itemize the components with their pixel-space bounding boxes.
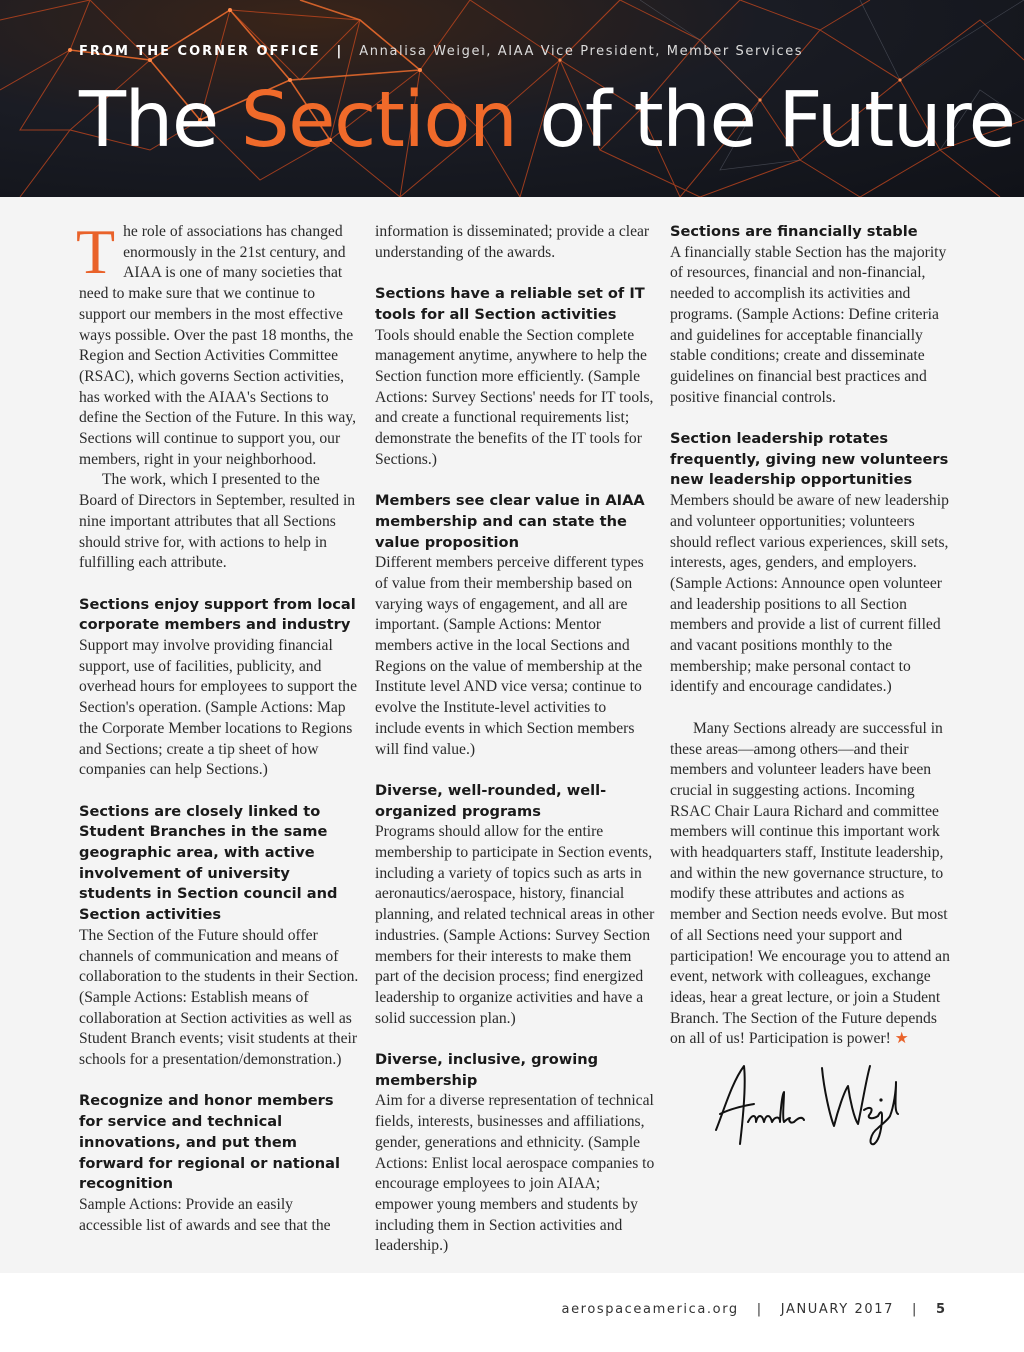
attribute-body-leadership: Members should be aware of new leadership and volunteer opportunities; volunteers should reflect various experiences, skill sets, interests, ages, genders, and employers. (Sample Actions: Announce open volunteer and leadership positions to all Section members and provide a list of current filled and vacant positions monthly to the membership; make personal contact to identify and encourage candidates.): [670, 492, 949, 696]
author-signature: [710, 1060, 950, 1157]
title-part-2: of the Future: [516, 76, 1015, 165]
attribute-heading-corporate: Sections enjoy support from local corporate members and industry: [79, 595, 356, 634]
author-byline: Annalisa Weigel, AIAA Vice President, Member Services: [359, 44, 804, 59]
attribute-heading-programs: Diverse, well-rounded, well-organized programs: [375, 781, 607, 820]
attribute-body-value: Different members perceive different types of value from their membership based on varying ways of engagement, and all are important. (Sample Actions: Mentor members active in the local Sections and Regions on the value of membership at the Institute level AND vice versa; continue to evolve the Institute-level activities to include events in which Section members will find value.): [375, 554, 644, 758]
attribute-body-recognition-continued: information is disseminated; provide a clear understanding of the awards.: [375, 223, 650, 261]
attribute-body-corporate: Support may involve providing financial support, use of facilities, publicity, and overhead hours for employees to support the Section's operation. (Sample Actions: Map the Corporate Member locations to Regions and Sections; create a tip sheet of how companies can help Sections.): [79, 637, 358, 779]
attribute-heading-financial: Sections are financially stable: [670, 223, 918, 240]
article-column-3: [670, 222, 950, 1157]
attribute-body-students: The Section of the Future should offer channels of communication and means of collaboration to the students in their Section. (Sample Actions: Establish means of collaboration at Section activities as well as Student Branch events; visit students at their schools for a presentation/demonstration.): [79, 926, 359, 1069]
footer-issue-date: JANUARY 2017: [780, 1302, 894, 1317]
attribute-heading-membership: Diverse, inclusive, growing membership: [375, 1051, 599, 1089]
kicker-separator: |: [336, 44, 344, 59]
closing-paragraph: [670, 719, 950, 1050]
article-column-2: [375, 222, 655, 1257]
title-accent-word: Section: [240, 76, 517, 165]
kicker-line: [79, 44, 803, 59]
end-star-icon: ★: [894, 1030, 909, 1048]
header-banner: [0, 0, 1024, 197]
drop-cap: T: [76, 216, 116, 287]
page-footer: [562, 1302, 946, 1317]
intro-text: he role of associations has changed enormously in the 21st century, and AIAA is one of many societies that need to make sure that we continue to support our members in the most effective ways possible. Over the past 18 months, the Region and Section Activities Committee (RSAC), which governs Section activities, has worked with the AIAA's Sections to define the Section of the Future. In this way, Sections will continue to support you, our members, right in your neighborhood.: [79, 223, 357, 468]
attribute-heading-students: Sections are closely linked to Student Branches in the same geographic area, with active involvement of university students in Section council and Section activities: [79, 802, 338, 924]
section-kicker: FROM THE CORNER OFFICE: [79, 44, 321, 59]
attribute-heading-value: Members see clear value in AIAA membership and can state the value proposition: [375, 492, 645, 551]
title-part-1: The: [79, 76, 241, 165]
page-number: 5: [935, 1302, 945, 1317]
closing-text: Many Sections already are successful in these areas—among others—and their members and volunteer leaders have been crucial in suggesting actions. Incoming RSAC Chair Laura Richard and committee members will continue this important work with headquarters staff, Institute leadership, and within the new governance structure, to modify these attributes and actions as member and Section needs evolve. But most of all Sections need your support and participation! We encourage you to attend an event, network with colleagues, exchange ideas, hear a great lecture, or join a Student Branch. The Section of the Future depends on all of us! Participation is power!: [670, 719, 950, 1048]
attribute-body-programs: Programs should allow for the entire membership to participate in Section events, including a variety of topics such as arts in aeronautics/aerospace, history, financial planning, and related technical areas in other industries. (Sample Actions: Survey Section members for their interests to make them part of the decision process; find energized leadership to organize activities and have a solid succession plan.): [375, 823, 655, 1027]
attribute-heading-leadership: Section leadership rotates frequently, giving new volunteers new leadership opportunities: [670, 430, 949, 489]
footer-website: aerospaceamerica.org: [561, 1302, 739, 1317]
page-title: [79, 76, 1015, 165]
attribute-body-recognition: Sample Actions: Provide an easily accessible list of awards and see that the: [79, 1196, 331, 1234]
intro-paragraph: [76, 216, 359, 470]
article-column-1: [76, 216, 359, 1236]
attribute-body-membership: Aim for a diverse representation of technical fields, interests, businesses and affiliations, gender, generations and ethnicity. (Sample Actions: Enlist local aerospace companies to encourage employees to join AIAA; empower young members and students by including them in Section activities and leadership.): [375, 1092, 655, 1255]
intro-paragraph-2: The work, which I presented to the Board of Directors in September, resulted in nine important attributes that all Sections should strive for, with actions to help in fulfilling each attribute.: [79, 471, 356, 572]
footer-separator-2: |: [911, 1302, 918, 1317]
attribute-heading-recognition: Recognize and honor members for service and technical innovations, and put them forward for regional or national recognition: [79, 1092, 340, 1193]
attribute-heading-it-tools: Sections have a reliable set of IT tools for all Section activities: [375, 285, 645, 323]
attribute-body-it-tools: Tools should enable the Section complete management anytime, anywhere to help the Section function more efficiently. (Sample Actions: Survey Sections' needs for IT tools, and create a functional requirements list; demonstrate the benefits of the IT tools for Sections.): [375, 326, 654, 468]
attribute-body-financial: A financially stable Section has the majority of resources, financial and non-financial, needed to accomplish its activities and programs. (Sample Actions: Define criteria and guidelines for acceptable financially stable conditions; create and disseminate guidelines on financial best practices and positive financial controls.: [670, 243, 947, 406]
footer-separator: |: [756, 1302, 763, 1317]
